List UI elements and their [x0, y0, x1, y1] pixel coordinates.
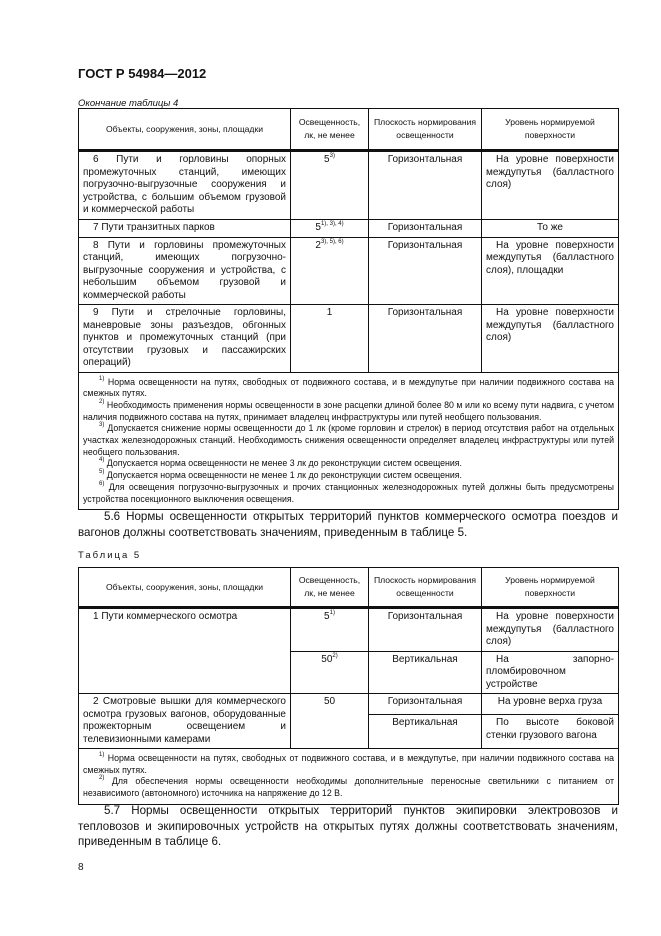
lux-cell: $2^{3), 5), 6)}$ [291, 237, 369, 305]
footnote: $^{6)}$ Для освещения погрузочно-выгрузочных и прочих станционных железнодорожных путей должны быть предусмотрены устройства посекционного выключения освещения. [83, 480, 614, 504]
footnote: $^{1)}$ Норма освещенности на путях, свободных от подвижного состава, и в междупутье, при наличии подвижного состава на смежных путях. [83, 752, 614, 775]
plane-cell: Вертикальная [369, 715, 482, 749]
footnote: $^{1)}$ Норма освещенности на путях, свободных от подвижного состава, и в междупутье при наличии подвижного состава на смежных путях. [83, 375, 614, 399]
level-cell: На уровне поверхности междупутья (балластного слоя), площадки [482, 237, 619, 305]
object-cell: 6 Пути и горловины опорных промежуточных станций, имеющих погрузочно-выгрузочные сооружения и устройства, с большим объемом грузовой и коммерческой работы [79, 151, 291, 220]
table-row [79, 237, 619, 305]
column-header: Объекты, сооружения, зоны, площадки [79, 109, 291, 151]
page-number: 8 [78, 862, 84, 873]
object-cell: 8 Пути и горловины промежуточных станций, имеющих погрузочно-выгрузочные сооружения и устройства, с небольшим объемом грузовой и коммерческой работы [79, 237, 291, 305]
table-4 [78, 108, 619, 510]
table-row [79, 151, 619, 220]
plane-cell: Вертикальная [369, 651, 482, 694]
column-header: Плоскость нормирования освещенности [369, 568, 482, 608]
footnote: $^{5)}$ Допускается норма освещенности не менее 1 лк до реконструкции систем освещения. [99, 469, 462, 481]
table-notes [79, 749, 619, 805]
paragraph-5-6: 5.6 Нормы освещенности открытых территорий пунктов коммерческого осмотра поездов и вагонов должны соответствовать значениям, приведенным в таблице 5. [78, 510, 618, 539]
level-cell: На уровне поверхности междупутья (балластного слоя) [482, 608, 619, 652]
table-notes [79, 372, 619, 510]
table-header [79, 109, 619, 151]
plane-cell: Горизонтальная [369, 151, 482, 220]
table-row [79, 305, 619, 373]
object-cell: 1 Пути коммерческого осмотра [79, 608, 291, 694]
level-cell: На уровне поверхности междупутья (балластного слоя) [482, 305, 619, 373]
plane-cell: Горизонтальная [369, 608, 482, 652]
object-cell: 2 Смотровые вышки для коммерческого осмотра грузовых вагонов, оборудованные прожекторным освещением и телевизионными камерами [79, 694, 291, 749]
table-header [79, 568, 619, 608]
level-cell: На уровне поверхности междупутья (балластного слоя) [482, 151, 619, 220]
lux-cell: 5$^{3)}$ [291, 151, 369, 220]
lux-cell: 50$^{2)}$ [291, 651, 369, 694]
table-notes-row [79, 749, 619, 805]
footnote: $^{4)}$ Допускается норма освещенности не менее 3 лк до реконструкции систем освещения. [99, 457, 462, 469]
column-header: Уровень нормируемой поверхности [482, 109, 619, 151]
paragraph-5-7: 5.7 Нормы освещенности открытых территорий пунктов экипировки электровозов и тепловозов и экипировочных устройств на открытых путях должны соответствовать значениям, приведенным в таблице 6. [78, 804, 618, 848]
footnote: $^{2)}$ Для обеспечения нормы освещенности необходимы дополнительные переносные светильники с питанием от независимого (автономного) источника на напряжение до 12 В. [83, 775, 614, 799]
column-header: Освещенность, лк, не менее [291, 568, 369, 608]
table-row [79, 219, 619, 237]
footnote: $^{2)}$ Необходимость применения нормы освещенности в зоне расцепки длиной более 80 м или ко всему пути надвига, с учетом наличия подвижного состава на путях, принимает владелец инфраструктуры или путей необщего пользования. [83, 398, 614, 422]
table-row [79, 694, 619, 715]
level-cell: То же [482, 219, 619, 237]
plane-cell: Горизонтальная [369, 219, 482, 237]
lux-cell: 1 [291, 305, 369, 373]
table-notes-row [79, 372, 619, 510]
plane-cell: Горизонтальная [369, 237, 482, 305]
level-cell: На уровне верха груза [482, 694, 619, 715]
level-cell: На запорно-пломбировочном устройстве [482, 651, 619, 694]
column-header: Объекты, сооружения, зоны, площадки [79, 568, 291, 608]
document-title: ГОСТ Р 54984—2012 [78, 66, 207, 81]
lux-cell: 50 [291, 694, 369, 749]
column-header: Плоскость нормирования освещенности [369, 109, 482, 151]
table-5 [78, 567, 619, 805]
table-row [79, 608, 619, 652]
level-cell: По высоте боковой стенки грузового вагона [482, 715, 619, 749]
lux-cell: 5$^{1)}$ [291, 608, 369, 652]
lux-cell: $5^{1), 3), 4)}$ [291, 219, 369, 237]
column-header: Уровень нормируемой поверхности [482, 568, 619, 608]
object-cell: 9 Пути и стрелочные горловины, маневровые зоны разъездов, обгонных пунктов и промежуточных станций (при отсутствии грузовых и пассажирских операций) [79, 305, 291, 373]
column-header: Освещенность, лк, не менее [291, 109, 369, 151]
object-cell: 7 Пути транзитных парков [79, 219, 291, 237]
plane-cell: Горизонтальная [369, 694, 482, 715]
table4-caption: Окончание таблицы 4 [78, 98, 179, 109]
table5-caption: Таблица 5 [78, 550, 142, 561]
footnote: $^{3)}$ Допускается снижение нормы освещенности до 1 лк (кроме горловин и стрелок) в период отсутствия работ на отдельных участках железнодорожных станций. Необходимость снижения освещенности определяет владелец инфраструктуры или путей необщего пользования. [83, 422, 614, 457]
plane-cell: Горизонтальная [369, 305, 482, 373]
